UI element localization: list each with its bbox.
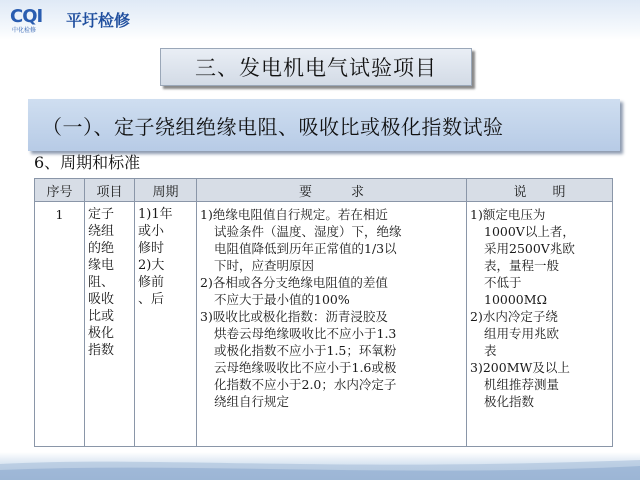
item-line: 定子 xyxy=(88,207,115,222)
period-line: 、后 xyxy=(138,292,165,307)
period-line: 1)1年 xyxy=(138,207,173,222)
note-line: 机组推荐测量 xyxy=(484,377,560,392)
item-line: 绕组 xyxy=(88,224,115,239)
period-line: 2)大 xyxy=(138,258,165,273)
note-line: 3)200MW及以上 xyxy=(470,360,570,375)
table-row xyxy=(35,202,613,447)
period-line: 修前 xyxy=(138,275,165,290)
item-line: 吸收 xyxy=(88,292,115,307)
company-logo xyxy=(10,4,130,34)
period-line: 修时 xyxy=(138,241,165,256)
requirement-line: 绕组自行规定 xyxy=(214,394,290,409)
item-line: 比或 xyxy=(88,309,115,324)
item-line: 指数 xyxy=(88,343,115,358)
cell-period xyxy=(135,202,197,447)
item-line: 极化 xyxy=(88,326,115,341)
section-title: 三、发电机电气试验项目 xyxy=(160,48,472,86)
cell-note xyxy=(467,202,613,447)
requirement-line: 1)绝缘电阻值自行规定。若在相近 xyxy=(200,207,388,222)
note-line: 10000MΩ xyxy=(484,292,547,307)
logo-mark xyxy=(10,6,66,34)
requirement-line: 下时，应查明原因 xyxy=(214,258,315,273)
item-line: 缘电 xyxy=(88,258,115,273)
requirement-line: 试验条件（温度、湿度）下，绝缘 xyxy=(214,224,402,239)
requirement-line: 电阻值降低到历年正常值的1/3以 xyxy=(214,241,397,256)
note-line: 1)额定电压为 xyxy=(470,207,546,222)
bottom-banner xyxy=(0,452,640,480)
header-no: 序号 xyxy=(35,179,85,202)
spec-table xyxy=(34,178,613,447)
requirement-line: 化指数不应小于2.0；水内冷定子 xyxy=(214,377,397,392)
cell-no: 1 xyxy=(35,202,85,447)
table-header-row xyxy=(35,179,613,202)
item-line: 阻、 xyxy=(88,275,115,290)
note-line: 极化指数 xyxy=(484,394,535,409)
requirement-line: 3)吸收比或极化指数：沥青浸胶及 xyxy=(200,309,388,324)
header-period: 周期 xyxy=(135,179,197,202)
note-line: 组用专用兆欧 xyxy=(484,326,560,341)
requirement-line: 不应大于最小值的100% xyxy=(214,292,350,307)
requirement-line: 2)各相或各分支绝缘电阻值的差值 xyxy=(200,275,388,290)
wave-decoration xyxy=(0,452,640,480)
item-line: 的绝 xyxy=(88,241,115,256)
note-line: 表 xyxy=(484,343,497,358)
subtitle-text: （一）、定子绕组绝缘电阻、吸收比或极化指数试验 xyxy=(42,114,504,139)
header-requirement: 要 求 xyxy=(197,179,467,202)
period-line: 或小 xyxy=(138,224,165,239)
logo-mark-text: CQI xyxy=(10,6,43,27)
note-line: 不低于 xyxy=(484,275,522,290)
note-line: 2)水内冷定子绕 xyxy=(470,309,558,324)
logo-mark-subtext: 中化检修 xyxy=(12,27,37,34)
subtitle-band xyxy=(28,99,620,151)
note-line: 表，量程一般 xyxy=(484,258,560,273)
section-heading: 6、周期和标准 xyxy=(34,153,141,172)
logo-name: 平圩检修 xyxy=(66,10,131,30)
requirement-line: 或极化指数不应小于1.5；环氧粉 xyxy=(214,343,397,358)
note-line: 1000V以上者， xyxy=(484,224,575,239)
note-line: 采用2500V兆欧 xyxy=(484,241,575,256)
requirement-line: 云母绝缘吸收比不应小于1.6或极 xyxy=(214,360,397,375)
cell-item xyxy=(85,202,135,447)
requirement-line: 烘卷云母绝缘吸收比不应小于1.3 xyxy=(214,326,397,341)
header-item: 项目 xyxy=(85,179,135,202)
cell-requirement xyxy=(197,202,467,447)
header-note: 说 明 xyxy=(467,179,613,202)
